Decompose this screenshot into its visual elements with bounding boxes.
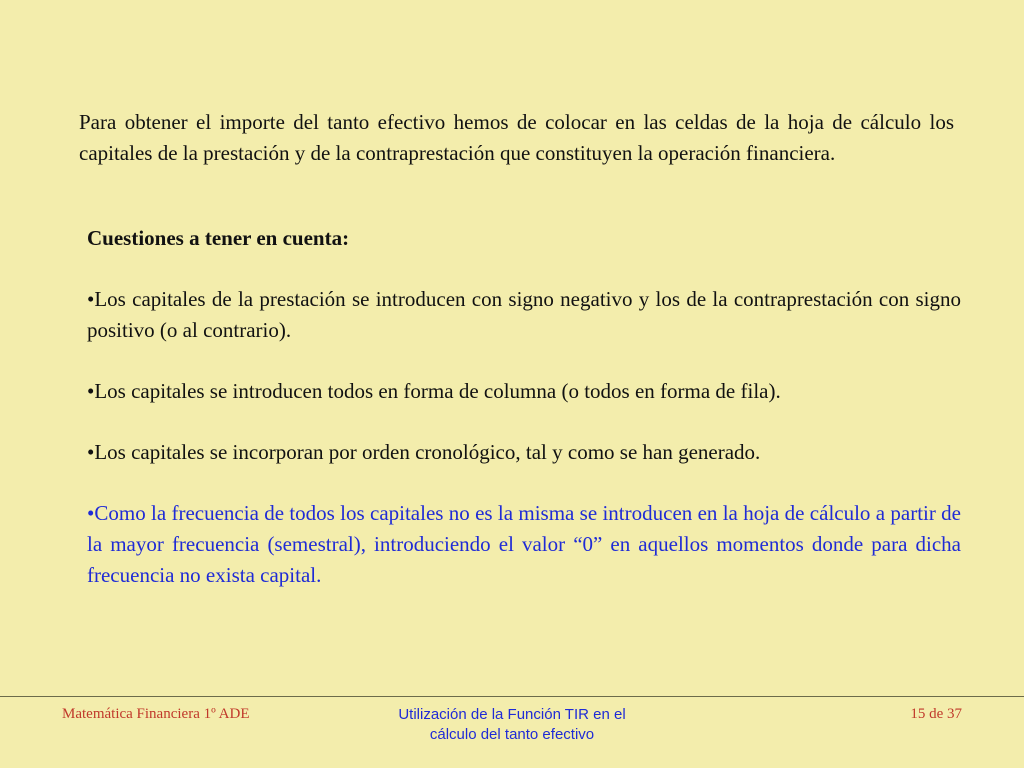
bullet-item-column: •Los capitales se introducen todos en forma de columna (o todos en forma de fila). [87, 379, 781, 403]
slide-number: 15 de 37 [910, 706, 962, 722]
bullet-item-frequency: •Como la frecuencia de todos los capitales no es la misma se introducen en la hoja de cálculo a partir de la mayor frecuencia (semestral), introduciendo el valor “0” en aquellos momentos donde para dicha frecuencia no exista capital. [87, 501, 961, 587]
footer-topic-title [352, 705, 672, 745]
footer-topic-line1: Utilización de la Función TIR en el [398, 706, 626, 723]
footer-course-title: Matemática Financiera 1º ADE [62, 706, 250, 722]
footer-divider [0, 696, 1024, 697]
footer-topic-line2: cálculo del tanto efectivo [429, 726, 595, 743]
questions-section [87, 223, 961, 621]
bullet-item-signs: •Los capitales de la prestación se introducen con signo negativo y los de la contraprestación con signo positivo (o al contrario). [87, 287, 961, 342]
bullet-item-chronological: •Los capitales se incorporan por orden cronológico, tal y como se han generado. [87, 440, 761, 464]
questions-heading: Cuestiones a tener en cuenta: [87, 226, 350, 250]
intro-paragraph: Para obtener el importe del tanto efectivo hemos de colocar en las celdas de la hoja de cálculo los capitales de la prestación y de la contraprestación que constituyen la operación financiera. [79, 110, 954, 165]
